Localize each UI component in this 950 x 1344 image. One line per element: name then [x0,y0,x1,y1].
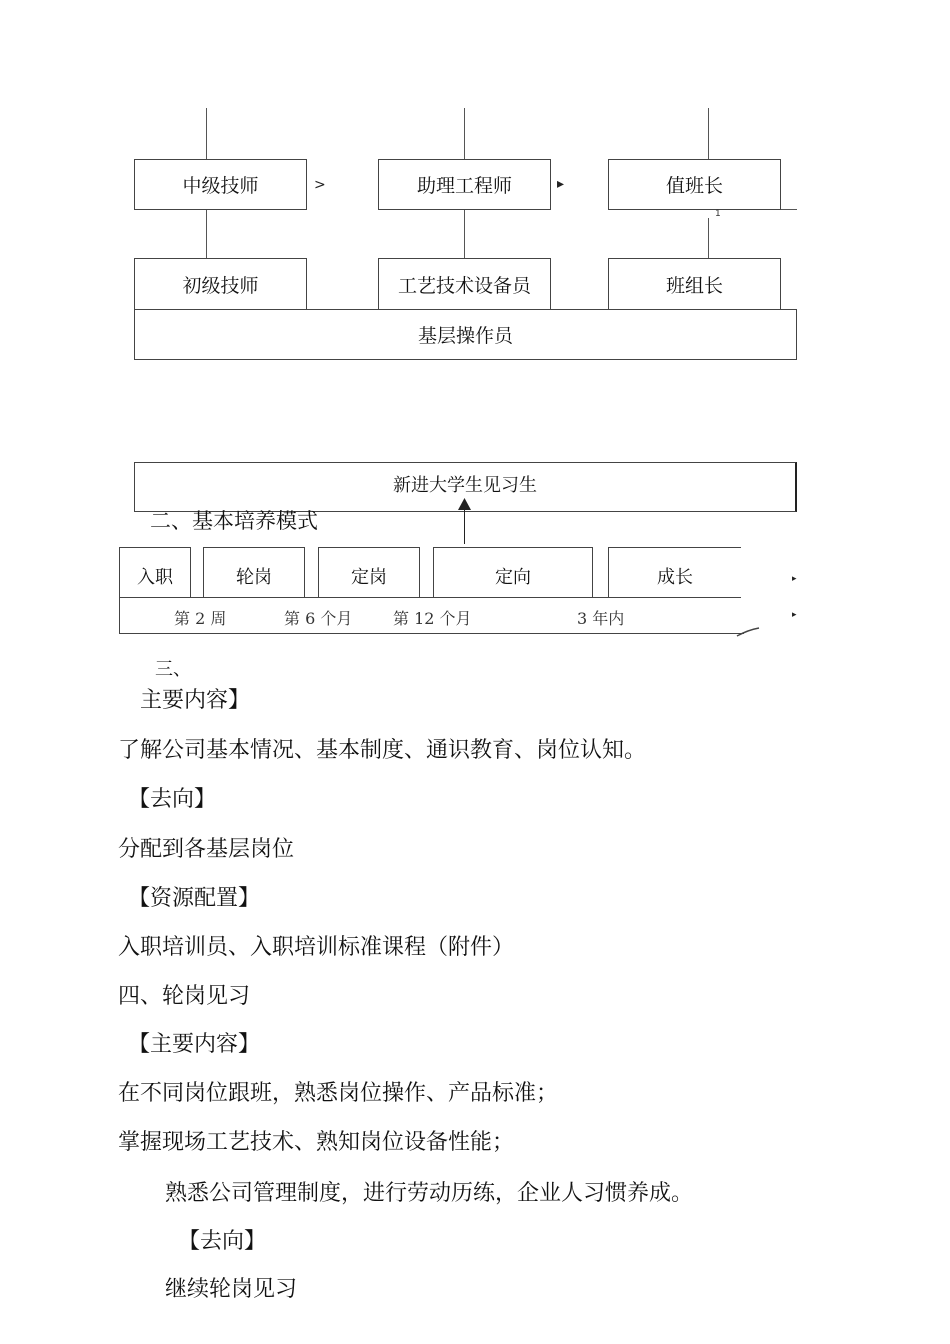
heading-destination: 【去向】 [128,787,217,812]
small-mark: 1 [715,209,721,219]
arrow-icon: > [314,177,326,193]
stage-onboarding [119,547,191,597]
connector-line [781,209,797,210]
section-number: 三、 [155,659,191,680]
paragraph: 分配到各基层岗位 [118,837,295,862]
box-label: 新进大学生见习生 [393,475,537,496]
heading-resources: 【资源配置】 [128,886,261,911]
box-label: 基层操作员 [417,325,513,347]
period-label: 第 6 个月 [284,609,353,628]
org-box-junior-technician [134,258,307,310]
paragraph: 掌握现场工艺技术、熟知岗位设备性能； [118,1130,515,1155]
org-box-base-operator [134,309,797,360]
stage-growth [608,547,741,597]
arrow-icon: ▸ [792,574,797,584]
period-label: 第 2 周 [174,609,227,628]
arrow-icon: ▸ [792,610,797,620]
stage-label: 定向 [495,566,531,588]
paragraph: 熟悉公司管理制度，进行劳动历练，企业人习惯养成。 [165,1181,694,1206]
stage-orientation [433,547,593,597]
org-box-assistant-engineer [378,159,551,210]
stage-rotation [203,547,305,597]
org-box-process-equipment-officer [378,258,551,310]
timeline-top-line [119,597,741,598]
section-heading-rotation: 四、轮岗见习 [118,984,251,1009]
org-box-intermediate-technician [134,159,307,210]
box-label: 工艺技术设备员 [397,274,531,297]
paragraph: 了解公司基本情况、基本制度、通识教育、岗位认知。 [118,738,647,763]
stage-label: 成长 [657,566,693,588]
arrow-up-icon [458,498,471,510]
org-box-shift-leader [608,159,781,210]
box-label: 助理工程师 [416,175,512,197]
paragraph: 在不同岗位跟班，熟悉岗位操作、产品标准； [118,1081,559,1106]
paragraph: 入职培训员、入职培训标准课程（附件） [118,935,515,960]
org-box-team-leader [608,258,781,310]
connector-line [708,108,709,159]
connector-line [464,108,465,159]
timeline-left-line [119,597,120,634]
arrow-icon: ▸ [557,176,565,192]
connector-line [206,108,207,159]
timeline-bottom-line [119,633,744,634]
stage-label: 轮岗 [236,566,272,588]
heading-main-content: 主要内容】 [140,688,251,713]
stage-label: 定岗 [351,566,387,588]
connector-line [464,210,465,259]
section-title-basic-mode: 二、基本培养模式 [150,509,318,533]
period-label: 第 12 个月 [393,609,472,628]
heading-main-content: 【主要内容】 [128,1032,261,1057]
box-label: 值班长 [665,175,723,197]
connector-line [206,210,207,259]
box-label: 中级技师 [182,175,259,197]
heading-destination: 【去向】 [178,1229,267,1254]
stage-label: 入职 [137,566,173,588]
box-label: 班组长 [665,274,723,297]
timeline-end-curve [736,626,760,638]
box-label: 初级技师 [182,274,259,297]
period-label: 3 年内 [577,609,625,628]
paragraph: 继续轮岗见习 [165,1277,298,1302]
stage-fixed-post [318,547,420,597]
connector-line [708,218,709,259]
